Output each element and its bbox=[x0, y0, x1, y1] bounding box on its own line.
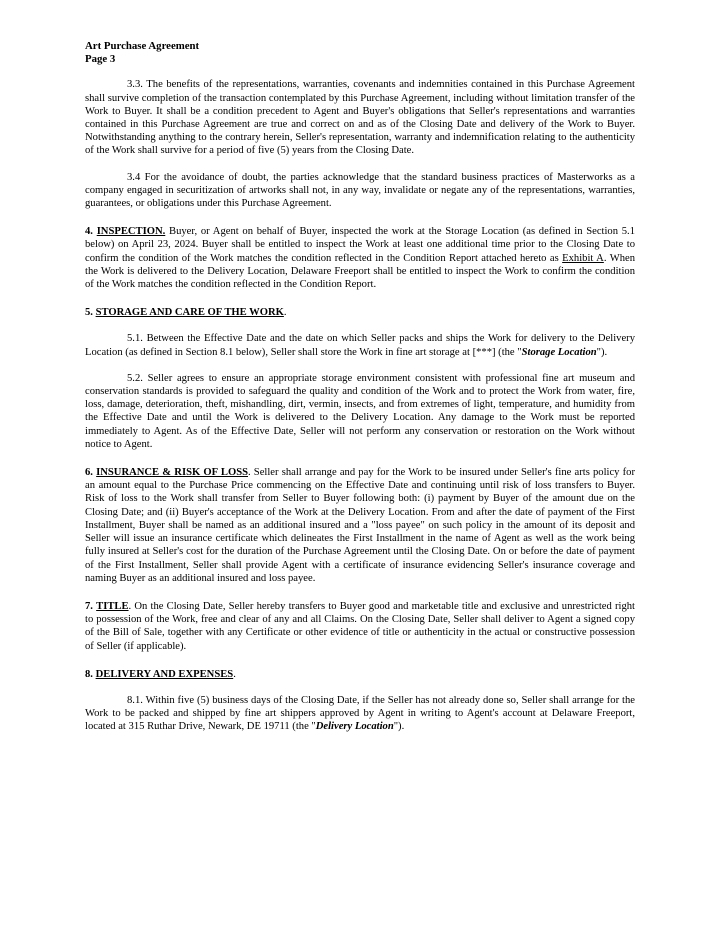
section-6-number: 6. bbox=[85, 467, 93, 479]
section-4-heading: INSPECTION. bbox=[96, 226, 166, 238]
section-4-text-b: . When the Work is delivered to the Delivery Location, Delaware Freeport shall be entitled to inspect the Work to confirm the condition of the Work matches the condition reflected in the Condition Report. bbox=[85, 252, 636, 291]
section-7-number: 7. bbox=[85, 600, 93, 612]
section-3-3: 3.3. The benefits of the representations, warranties, covenants and indemnities contained in this Purchase Agreement shall survive completion of the transaction contemplated by this Purchase Agreement, including without limitation transfer of the Work to Buyer. It shall be a condition precedent to Agent and Buyer's obligations that Seller's representations and warranties contained in this Purchase Agreement are true and correct on and as of the Closing Date and delivery of the Work to Buyer. Notwithstanding anything to the contrary herein, Seller's representation, warranty and indemnification relating to the authenticity of the Work shall survive for a period of five (5) years from the Closing Date. bbox=[85, 79, 635, 157]
section-3-4: 3.4 For the avoidance of doubt, the parties acknowledge that the standard business practices of Masterworks as a company engaged in securitization of artworks shall not, in any way, invalidate or negate any of the representations, warranties, guarantees, or obligations under this Purchase Agreement. bbox=[85, 171, 635, 210]
section-7 bbox=[85, 600, 635, 653]
section-5-2: 5.2. Seller agrees to ensure an appropriate storage environment consistent with professional fine art museum and conservation standards is provided to safeguard the quality and condition of the Work and to protect the Work from water, fire, loss, damage, deterioration, theft, mishandling, dirt, vermin, insects, and from extremes of light, temperature, and humidity from the Effective Date and until the Work is delivered to the Delivery Location. Any damage to the Work must be reported immediately to Agent. As of the Effective Date, Seller will not perform any conservation or restoration on the Work without notice to Agent. bbox=[85, 372, 635, 450]
section-4 bbox=[85, 225, 635, 291]
section-5-number: 5. bbox=[85, 307, 93, 319]
section-5-heading-line bbox=[85, 306, 635, 319]
section-8-number: 8. bbox=[85, 668, 93, 680]
storage-location-term: Storage Location bbox=[521, 346, 597, 358]
section-5-1 bbox=[85, 332, 635, 358]
section-6 bbox=[85, 466, 635, 585]
section-7-text: . On the Closing Date, Seller hereby transfers to Buyer good and marketable title and exclusive and unrestricted right to possession of the Work, free and clear of any and all Claims. On the Closing Date, Seller shall deliver to Agent a signed copy of the Bill of Sale, together with any Certificate or other evidence of title or authenticity in the actual or constructive possession of Seller (if applicable). bbox=[85, 600, 635, 652]
section-8-1-text-b: "). bbox=[393, 721, 405, 733]
section-8-1-text-a: 8.1. Within five (5) business days of the Closing Date, if the Seller has not already done so, Seller shall arrange for the Work to be packed and shipped by fine art shippers approved by Agent in writing to Agent's account at Delaware Freeport, located at 315 Ruthar Drive, Newark, DE 19711 (the " bbox=[85, 694, 635, 733]
section-8-heading: DELIVERY AND EXPENSES bbox=[95, 668, 234, 680]
section-6-text: . Seller shall arrange and pay for the Work to be insured under Seller's fine arts policy for an amount equal to the Purchase Price commencing on the Effective Date and continuing until risk of loss transfers to Buyer. Risk of loss to the Work shall transfer from Seller to Buyer following both: (i) payment by Buyer of the amount due on the Closing Date; and (ii) Buyer's acceptance of the Work at the Delivery Location. From and after the date of payment of the First Installment, Buyer shall be named as an additional insured and a "loss payee" on such policy in the amount of its deposit and Seller will issue an insurance certificate which delineates the First Installment in the name of Agent as well as the work being fully insured at Seller's cost for the duration of the Purchase Agreement until the Closing Date. On or before the date of payment of the First Installment, Seller shall provide Agent with a certificate of insurance evidencing Seller's insurance coverage and naming Buyer as an additional insured and loss payee. bbox=[85, 467, 636, 584]
document-title: Art Purchase Agreement bbox=[85, 40, 200, 52]
section-5-1-text-a: 5.1. Between the Effective Date and the date on which Seller packs and ships the Work for delivery to the Delivery Location (as defined in Section 8.1 below), Seller shall store the Work in fine art storage at [***] (the " bbox=[85, 333, 635, 358]
section-7-heading: TITLE bbox=[96, 600, 129, 612]
page-number: Page 3 bbox=[85, 53, 116, 66]
section-8-heading-tail: . bbox=[233, 668, 236, 680]
exhibit-a-reference: Exhibit A bbox=[562, 252, 604, 264]
delivery-location-term: Delivery Location bbox=[315, 721, 394, 733]
section-8-heading-line bbox=[85, 668, 635, 681]
section-6-heading: INSURANCE & RISK OF LOSS bbox=[96, 467, 248, 479]
section-4-text-a: Buyer, or Agent on behalf of Buyer, inspected the work at the Storage Location (as defined in Section 5.1 below) on April 23, 2024. Buyer shall be entitled to inspect the Work at least one additional time prior to the Closing Date to confirm the condition of the Work matches the condition reflected in the Condition Report attached hereto as bbox=[85, 226, 635, 264]
section-5-heading-tail: . bbox=[283, 307, 287, 319]
section-5-heading: STORAGE AND CARE OF THE WORK bbox=[95, 307, 284, 319]
document-page bbox=[85, 40, 635, 734]
section-4-number: 4. bbox=[85, 226, 93, 238]
section-5-1-text-b: "). bbox=[596, 346, 608, 358]
section-8-1 bbox=[85, 694, 635, 734]
